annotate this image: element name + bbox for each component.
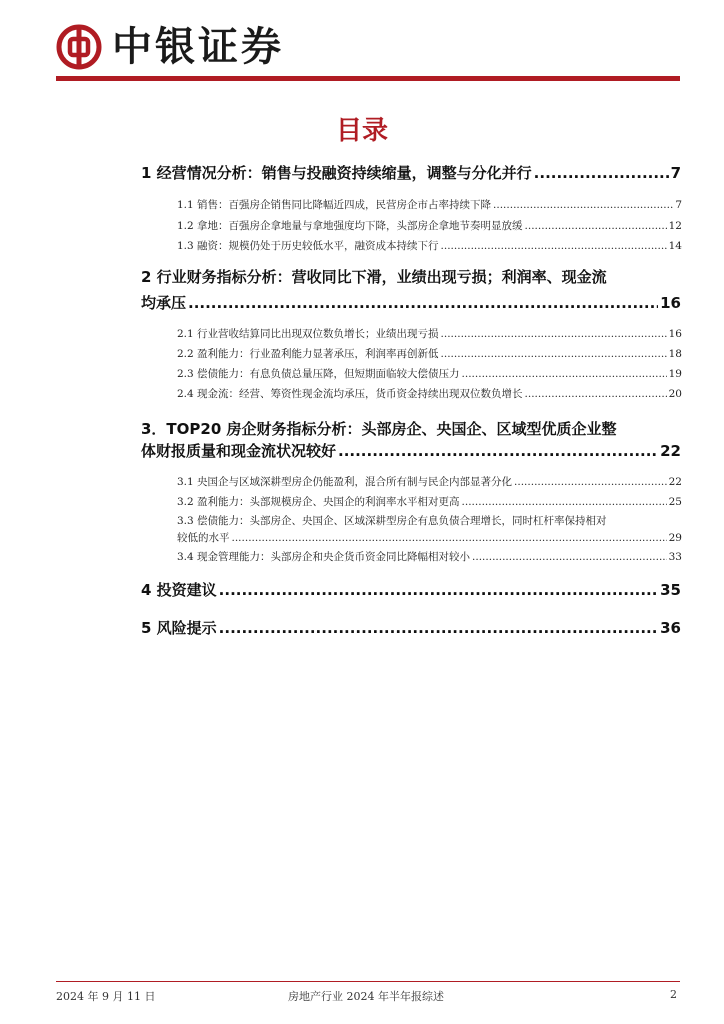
toc-page-number: 22 xyxy=(668,476,682,488)
toc-page-number: 33 xyxy=(668,551,682,563)
toc-leader xyxy=(462,368,667,380)
toc-subsection-label: 2.1 行业营收结算同比出现双位数负增长；业绩出现亏损 xyxy=(177,328,439,340)
toc-page-number: 36 xyxy=(660,619,681,637)
page-header xyxy=(56,20,686,80)
toc-subsection-3-3[interactable] xyxy=(177,530,682,545)
toc-subsection-label: 3.2 盈利能力：头部规模房企、央国企的利润率水平相对更高 xyxy=(177,496,460,508)
toc-section-label: 均承压 xyxy=(141,294,187,312)
footer-rule xyxy=(56,981,680,982)
brand-name: 中银证券 xyxy=(112,24,284,70)
toc-subsection-label: 3.1 央国企与区域深耕型房企仍能盈利，混合所有制与民企内部显著分化 xyxy=(177,476,513,488)
toc-leader xyxy=(188,294,658,312)
footer-date: 2024 年 9 月 11 日 xyxy=(56,990,156,1003)
toc-subsection-label: 3.4 现金管理能力：头部房企和央企货币资金同比降幅相对较小 xyxy=(177,551,471,563)
toc-subsection-3-4[interactable] xyxy=(177,549,682,564)
toc-leader xyxy=(232,532,667,544)
toc-leader xyxy=(441,328,667,340)
toc-section-3[interactable] xyxy=(141,440,681,461)
toc-leader xyxy=(525,220,667,232)
toc-section-2[interactable] xyxy=(141,292,681,313)
toc-section-label: 5 风险提示 xyxy=(141,619,217,637)
boc-logo-icon xyxy=(56,24,102,70)
toc-subsection-label: 2.3 偿债能力：有息负债总量压降，但短期面临较大偿债压力 xyxy=(177,368,460,380)
toc-page-number: 35 xyxy=(660,581,681,599)
toc-subsection-label: 1.2 拿地：百强房企拿地量与拿地强度均下降，头部房企拿地节奏明显放缓 xyxy=(177,220,523,232)
toc-section-label: 4 投资建议 xyxy=(141,581,217,599)
toc-page-number: 19 xyxy=(668,368,682,380)
toc-leader xyxy=(493,199,673,211)
toc-page-number: 16 xyxy=(660,294,681,312)
toc-subsection-1-1[interactable] xyxy=(177,197,682,212)
toc-page-number: 7 xyxy=(670,164,681,182)
toc-subsection-3-2[interactable] xyxy=(177,494,682,509)
toc-section-4[interactable] xyxy=(141,579,681,600)
toc-subsection-1-2[interactable] xyxy=(177,218,682,233)
toc-subsection-2-1[interactable] xyxy=(177,326,682,341)
toc-page-number: 14 xyxy=(668,240,682,252)
toc-page-number: 18 xyxy=(668,348,682,360)
toc-leader xyxy=(462,496,667,508)
header-rule xyxy=(56,76,680,81)
toc-section-2-line1[interactable]: 2 行业财务指标分析：营收同比下滑，业绩出现亏损；利润率、现金流 xyxy=(141,268,607,286)
toc-section-5[interactable] xyxy=(141,617,681,638)
toc-subsection-2-4[interactable] xyxy=(177,386,682,401)
toc-section-3-line1[interactable]: 3．TOP20 房企财务指标分析：头部房企、央国企、区域型优质企业整 xyxy=(141,420,617,438)
toc-leader xyxy=(472,551,667,563)
toc-subsection-3-3-line1[interactable]: 3.3 偿债能力：头部房企、央国企、区域深耕型房企有息负债合理增长，同时杠杆率保持相对 xyxy=(177,515,607,527)
toc-subsection-3-1[interactable] xyxy=(177,474,682,489)
toc-title: 目录 xyxy=(335,116,388,146)
footer-report-title: 房地产行业 2024 年半年报综述 xyxy=(288,990,444,1003)
toc-leader xyxy=(219,619,658,637)
toc-page-number: 29 xyxy=(668,532,682,544)
toc-subsection-label: 2.2 盈利能力：行业盈利能力显著承压，利润率再创新低 xyxy=(177,348,439,360)
toc-leader xyxy=(525,388,667,400)
toc-leader xyxy=(441,240,667,252)
toc-page-number: 20 xyxy=(668,388,682,400)
toc-leader xyxy=(219,581,658,599)
toc-page-number: 16 xyxy=(668,328,682,340)
toc-leader xyxy=(338,442,658,460)
toc-leader xyxy=(514,476,667,488)
toc-leader xyxy=(441,348,667,360)
toc-subsection-label: 1.3 融资：规模仍处于历史较低水平，融资成本持续下行 xyxy=(177,240,439,252)
toc-subsection-label: 较低的水平 xyxy=(177,532,230,544)
toc-subsection-1-3[interactable] xyxy=(177,238,682,253)
toc-page-number: 25 xyxy=(668,496,682,508)
toc-subsection-label: 2.4 现金流：经营、筹资性现金流均承压，货币资金持续出现双位数负增长 xyxy=(177,388,523,400)
toc-page-number: 12 xyxy=(668,220,682,232)
toc-page-number: 7 xyxy=(675,199,682,211)
toc-subsection-label: 1.1 销售：百强房企销售同比降幅近四成，民营房企市占率持续下降 xyxy=(177,199,492,211)
footer-page-number: 2 xyxy=(670,988,677,1001)
toc-subsection-2-3[interactable] xyxy=(177,366,682,381)
toc-leader xyxy=(534,164,669,182)
toc-section-label: 1 经营情况分析：销售与投融资持续缩量，调整与分化并行 xyxy=(141,164,532,182)
toc-section-1[interactable] xyxy=(141,162,681,183)
toc-section-label: 体财报质量和现金流状况较好 xyxy=(141,442,337,460)
toc-subsection-2-2[interactable] xyxy=(177,346,682,361)
toc-page-number: 22 xyxy=(660,442,681,460)
